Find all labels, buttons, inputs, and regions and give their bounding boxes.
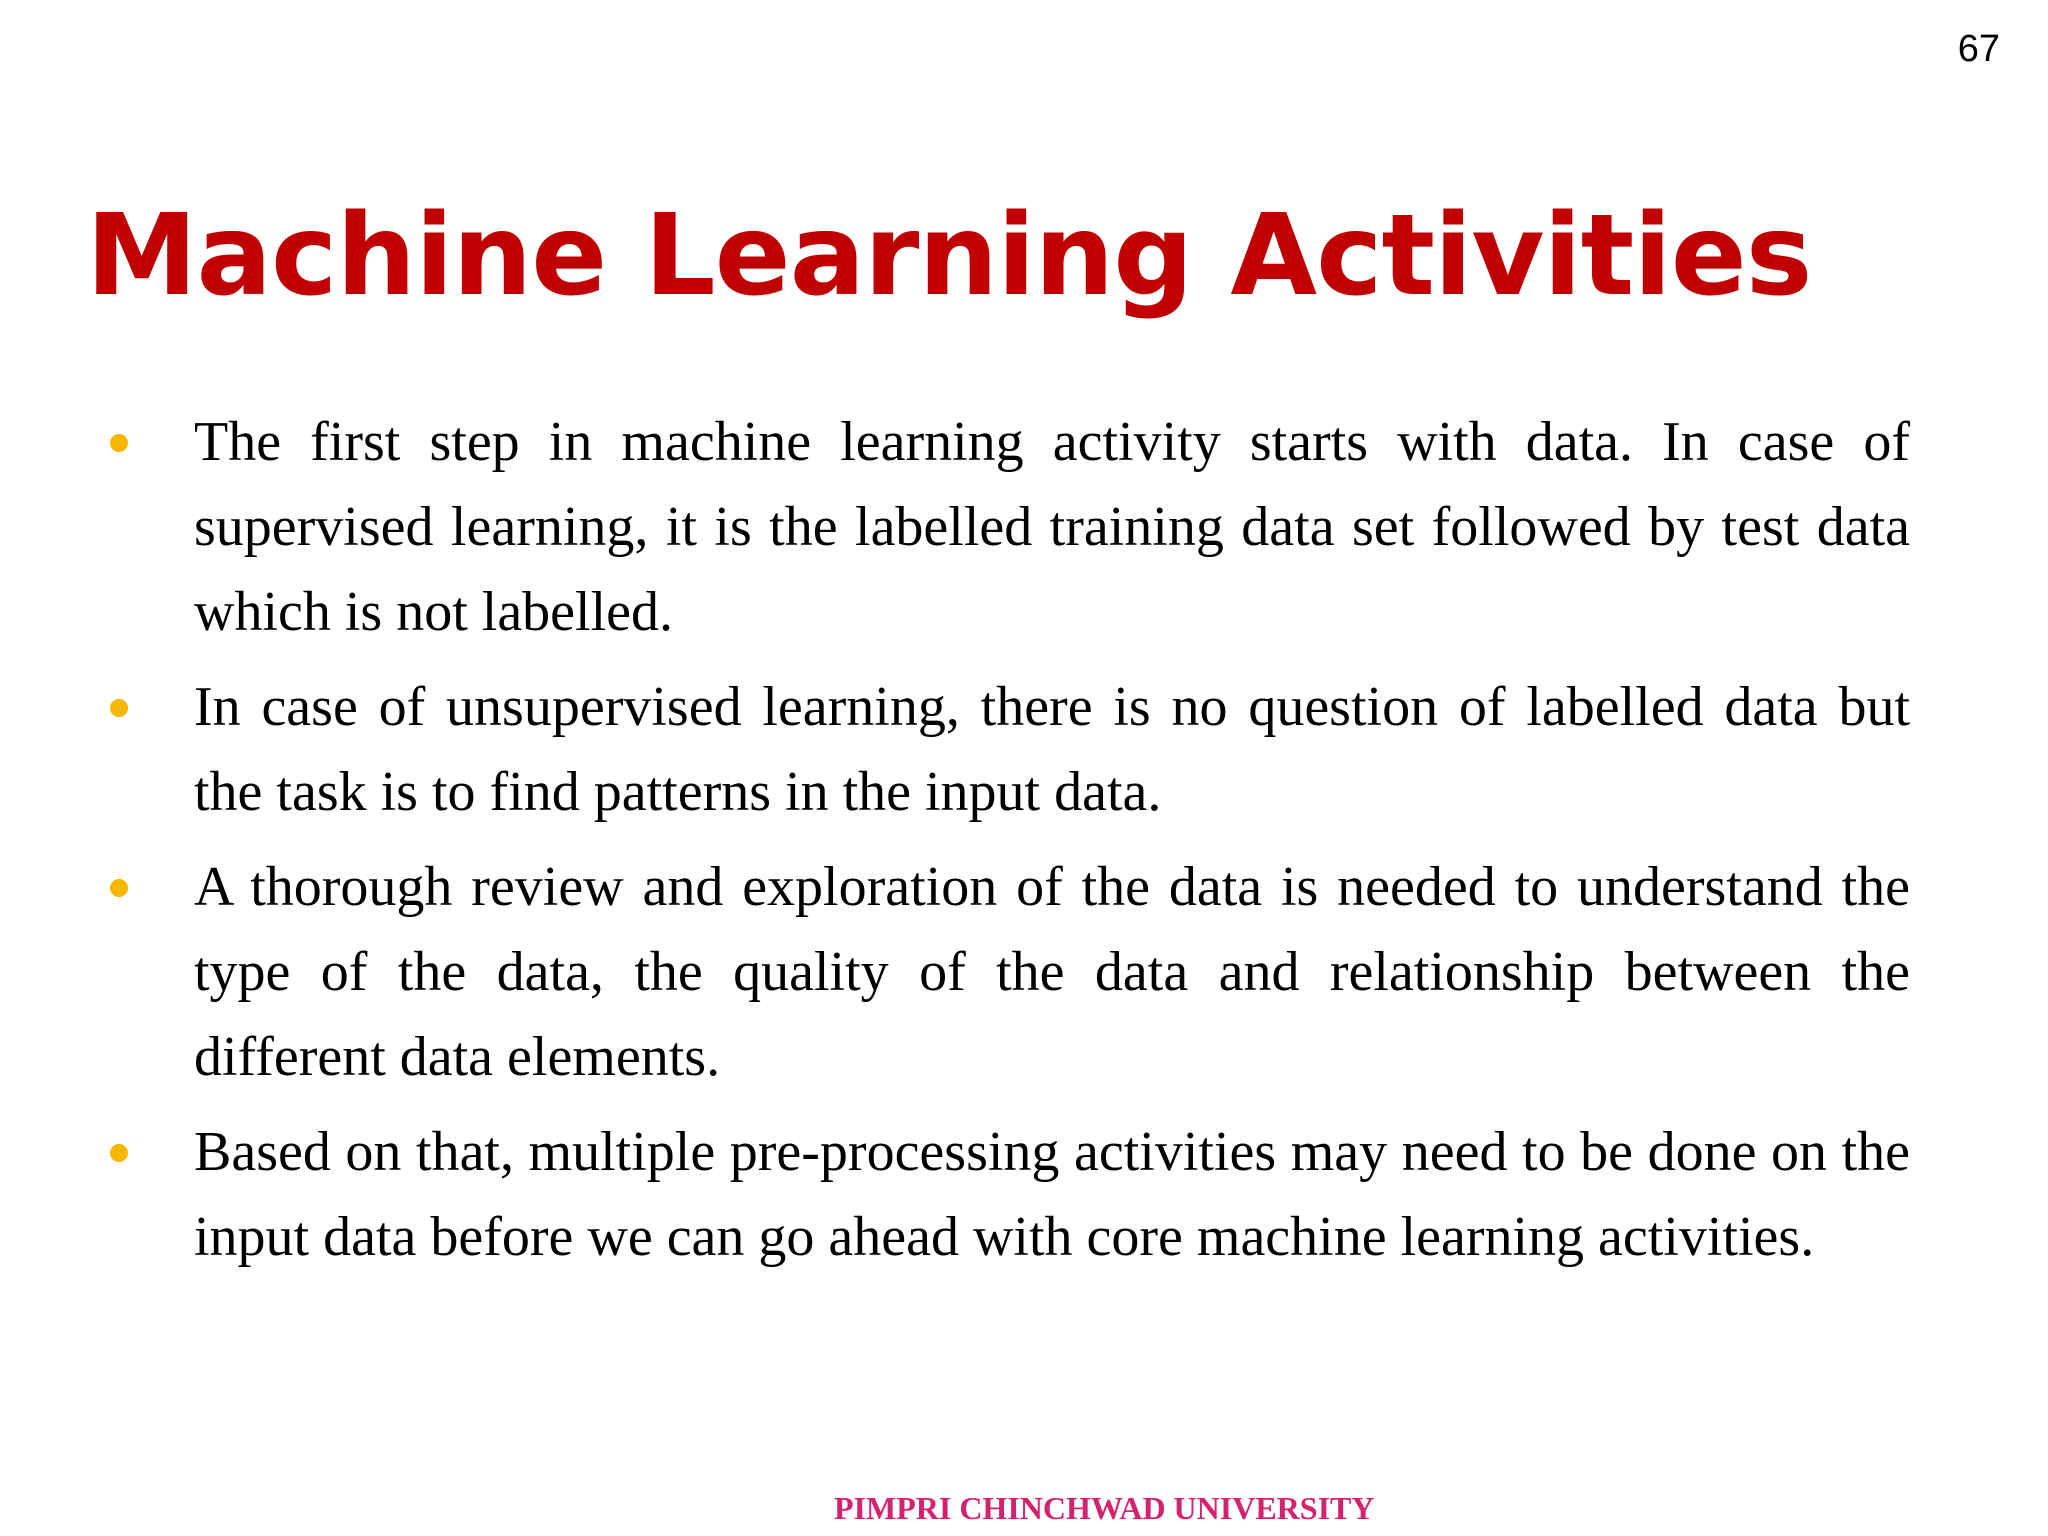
bullet-text: In case of unsupervised learning, there is no question of labelled data but the task is to find patterns in the input data. [194,676,1910,823]
bullet-dot-icon [110,879,128,897]
slide-title: Machine Learning Activities [86,191,1812,321]
bullet-text: The first step in machine learning activity starts with data. In case of supervised learning, it is the labelled training data set followed by test data which is not labelled. [194,411,1910,643]
bullet-text: A thorough review and exploration of the data is needed to understand the type of the data, the quality of the data and relationship between the different data elements. [194,856,1910,1088]
list-item [100,400,1910,655]
bullet-dot-icon [110,434,128,452]
list-item [100,845,1910,1100]
bullet-dot-icon [110,699,128,717]
bullet-list [100,400,1910,1290]
list-item [100,665,1910,835]
bullet-text: Based on that, multiple pre-processing activities may need to be done on the input data before we can go ahead with core machine learning activities. [194,1121,1910,1268]
list-item [100,1110,1910,1280]
slide-number: 67 [1957,28,2000,70]
footer-university-name: PIMPRI CHINCHWAD UNIVERSITY [834,1490,1375,1526]
bullet-dot-icon [110,1144,128,1162]
